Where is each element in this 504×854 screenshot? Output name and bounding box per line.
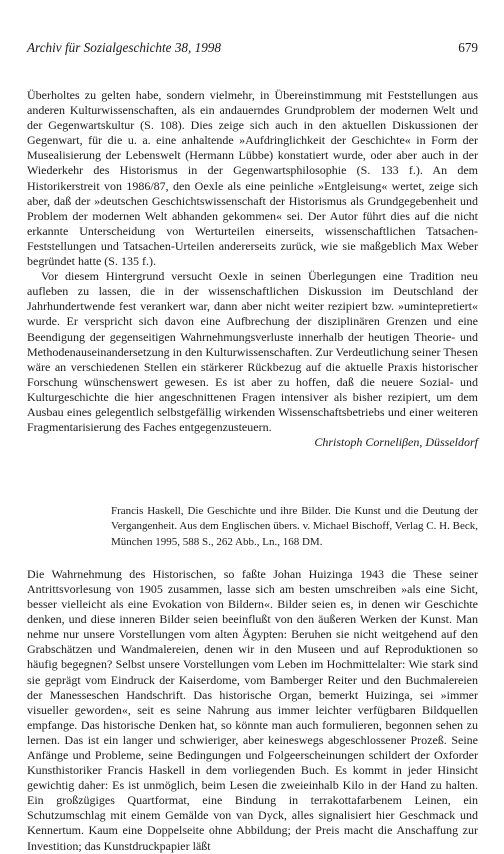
journal-title: Archiv für Sozialgeschichte 38, 1998 — [27, 40, 221, 55]
review-continued — [27, 88, 478, 450]
review-body — [27, 567, 478, 854]
paragraph: Überholtes zu gelten habe, sondern vielmehr, in Übereinstimmung mit Feststellungen aus anderen Kulturwissenschaften, als ein andauerndes Grundproblem der modernen Welt und der Gegenwartskultur (S. 108). Dies zeige sich auch in den aktuellen Diskussionen der Gegenwart, für die u. a. eine anhaltende »Aufdringlichkeit der Geschichte« in Form der Musealisierung der Lebenswelt (Hermann Lübbe) konstatiert wurde, oder aber auch in der Wiederkehr des Historismus in der Gegenwartsphilosophie (S. 133 f.). An dem Historikerstreit von 1986/87, den Oexle als eine peinliche »Entgleisung« wertet, zeige sich aber, daß der »deutschen Geschichtswissenschaft der Historismus als Grundgegebenheit und Problem der modernen Welt abhanden gekommen« sei. Der Autor führt dies auf die nicht erkannte Unterscheidung von Werturteilen einerseits, wissenschaftlichen Tatsachen-Feststellungen und Tatsachen-Urteilen andererseits zurück, wie sie maßgeblich Max Weber begründet hatte (S. 135 f.). — [27, 88, 478, 269]
book-citation: Francis Haskell, Die Geschichte und ihre Bilder. Die Kunst und die Deutung der Vergangenheit. Aus dem Englischen übers. v. Michael Bischoff, Verlag C. H. Beck, München 1995, 588 S., 262 Abb., Ln., 168 DM. — [111, 505, 478, 548]
page-number: 679 — [458, 40, 478, 55]
reviewer-signature: Christoph Corneliβen, Düsseldorf — [314, 435, 478, 450]
paragraph: Vor diesem Hintergrund versucht Oexle in seinen Überlegungen eine Tradition neu aufleben zu lassen, die in der wissenschaftlichen Diskussion im Deutschland der Jahrhundertwende fest verankert war, dann aber nicht weiter rezipiert bzw. »umintepretiert« wurde. Er verspricht sich davon eine Aufbrechung der disziplinären Grenzen und eine Beendigung der gegenseitigen Wahrnehmungsverluste innerhalb der heutigen Theorie- und Methodenauseinandersetzung in den Kulturwissenschaften. Zur Verdeutlichung seiner Thesen wäre an verschiedenen Stellen ein stärkerer Rückbezug auf die aktuelle Praxis historischer Forschung wünschenswert gewesen. Es ist aber zu hoffen, daß die neuere Sozial- und Kulturgeschichte die hier angeschnittenen Fragen intensiver als bisher rezipiert, um dem Ausbau eines gelegentlich selbstgefällig wirkenden Wissenschaftsbetriebs und einer weiteren Fragmentarisierung des Faches entgegenzusteuern. — [27, 269, 478, 435]
running-header — [27, 0, 478, 64]
paragraph: Die Wahrnehmung des Historischen, so faßte Johan Huizinga 1943 die These seiner Antrittsvorlesung von 1905 zusammen, lasse sich am besten umschreiben »als eine Sicht, besser vielleicht als eine Evokation von Bildern«. Bilder seien es, in denen wir Geschichte denken, und diese inneren Bilder seien beeinflußt von den äußeren Werken der Kunst. Man nehme nur unsere Vorstellungen vom alten Ägypten: Beruhen sie nicht weitgehend auf den Grabschätzen und Wandmalereien, denen wir in den Museen und auf Reproduktionen so häufig begegnen? Selbst unsere Vorstellungen vom Leben im Hochmittelalter: Wie stark sind sie geprägt vom Eindruck der Kaiserdome, vom Bamberger Reiter und den Buchmalereien der Manesseschen Handschrift. Das historische Organ, bemerkt Huizinga, sei »immer visueller geworden«, seit es seine Nahrung aus immer leichter verfügbaren Bildquellen empfange. Das historische Denken hat, so könnte man auch formulieren, begonnen sehen zu lernen. Das ist ein langer und schwieriger, aber keineswegs abgeschlossener Prozeß. Seine Anfänge und Probleme, seine Bedingungen und Folgeerscheinungen schildert der Oxforder Kunsthistoriker Francis Haskell in dem vorliegenden Buch. Es kommt in jeder Hinsicht gewichtig daher: Es ist unmöglich, beim Lesen die zweieinhalb Kilo in der Hand zu halten. Ein großzügiges Quartformat, eine Bindung in terrakottafarbenem Leinen, ein Schutzumschlag mit einem Gemälde von van Dyck, alles signalisiert hier Geschmack und Kennertum. Kaum eine Doppelseite ohne Abbildung; der Preis macht die Anschaffung zur Investition; das Kunstdruckpapier läßt — [27, 566, 478, 853]
